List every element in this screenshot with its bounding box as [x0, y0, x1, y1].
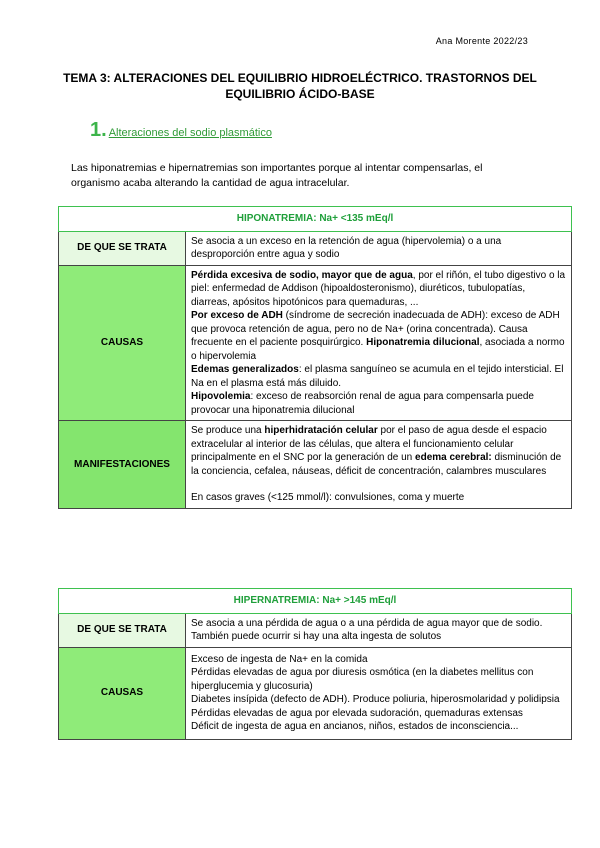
hipo-causas-label: CAUSAS — [59, 265, 186, 421]
intro-paragraph: Las hiponatremias e hipernatremias son importantes porque al intentar compensarlas, el organismo acaba alterando la cantidad de agua intracelular. — [71, 162, 483, 189]
hiponatremia-table — [58, 206, 572, 509]
hipo-manif-label: MANIFESTACIONES — [59, 421, 186, 509]
hipernatremia-header: HIPERNATREMIA: Na+ >145 mEq/l — [59, 589, 572, 614]
hipo-manif-cell — [186, 421, 572, 509]
hiper-causa-item: Exceso de ingesta de Na+ en la comida — [191, 653, 368, 665]
hiper-causa-item: Pérdidas elevadas de agua por elevada sudoración, quemaduras extensas — [191, 707, 523, 719]
hipo-que-label: DE QUE SE TRATA — [59, 231, 186, 265]
hipernatremia-table — [58, 588, 572, 740]
hipo-causas-cell — [186, 265, 572, 421]
hiponatremia-header: HIPONATREMIA: Na+ <135 mEq/l — [59, 207, 572, 232]
hipo-manif-text: Se produce una hiperhidratación celular por el paso de agua desde el espacio extracelular al interior de las células, que altera el funcionamiento celular principalmente en el SNC por la generación de un edema cerebral: disminución de la conciencia, cefalea, náuseas, déficit de concentración, calambres musculares — [191, 425, 562, 477]
hipo-causa-item: Hipovolemia: exceso de reabsorción renal de agua para compensarla puede provocar una hiponatremia dilucional — [191, 391, 534, 416]
hiper-causa-item: Diabetes insípida (defecto de ADH). Produce poliuria, hiperosmolaridad y polidipsia — [191, 694, 560, 705]
document-title: TEMA 3: ALTERACIONES DEL EQUILIBRIO HIDROELÉCTRICO. TRASTORNOS DEL EQUILIBRIO ÁCIDO-BASE — [63, 71, 537, 101]
hiper-causas-label: CAUSAS — [59, 647, 186, 739]
section-number: 1. — [90, 119, 107, 141]
hipo-causa-item: Por exceso de ADH (síndrome de secreción inadecuada de ADH): exceso de ADH que provoca retención de agua, pero no de Na+ (orina concentrada). Causa frecuente en el paciente posquirúrgico. Hiponatremia dilucional, asociada a normo o hipervolemia — [191, 310, 565, 362]
hiper-causa-item: Déficit de ingesta de agua en ancianos, niños, estados de inconsciencia... — [191, 721, 519, 732]
hiper-que-label: DE QUE SE TRATA — [59, 613, 186, 647]
hiper-causa-item: Pérdidas elevadas de agua por diuresis osmótica (en la diabetes mellitus con hiperglucemia y glucosuria) — [191, 667, 534, 692]
section-heading — [90, 119, 272, 142]
hipo-causa-item: Edemas generalizados: el plasma sanguíneo se acumula en el tejido intersticial. El Na en el plasma está más diluido. — [191, 364, 564, 389]
author-header: Ana Morente 2022/23 — [435, 36, 528, 46]
hipo-causa-item: Pérdida excesiva de sodio, mayor que de agua, por el riñón, el tubo digestivo o la piel: enfermedad de Addison (hipoaldosteronismo), diuréticos, tubulopatías, diarreas, apósitos hipotónicos para quemaduras, ... — [191, 269, 566, 308]
hipo-manif-grave: En casos graves (<125 mmol/l): convulsiones, coma y muerte — [191, 492, 465, 503]
hiper-causas-cell — [186, 647, 572, 739]
hipo-que-text: Se asocia a un exceso en la retención de agua (hipervolemia) o a una desproporción entre agua y sodio — [186, 231, 572, 265]
section-title: Alteraciones del sodio plasmático — [108, 127, 272, 139]
hiper-que-text: Se asocia a una pérdida de agua o a una pérdida de agua mayor que de sodio. También puede ocurrir si hay una alta ingesta de solutos — [186, 613, 572, 647]
